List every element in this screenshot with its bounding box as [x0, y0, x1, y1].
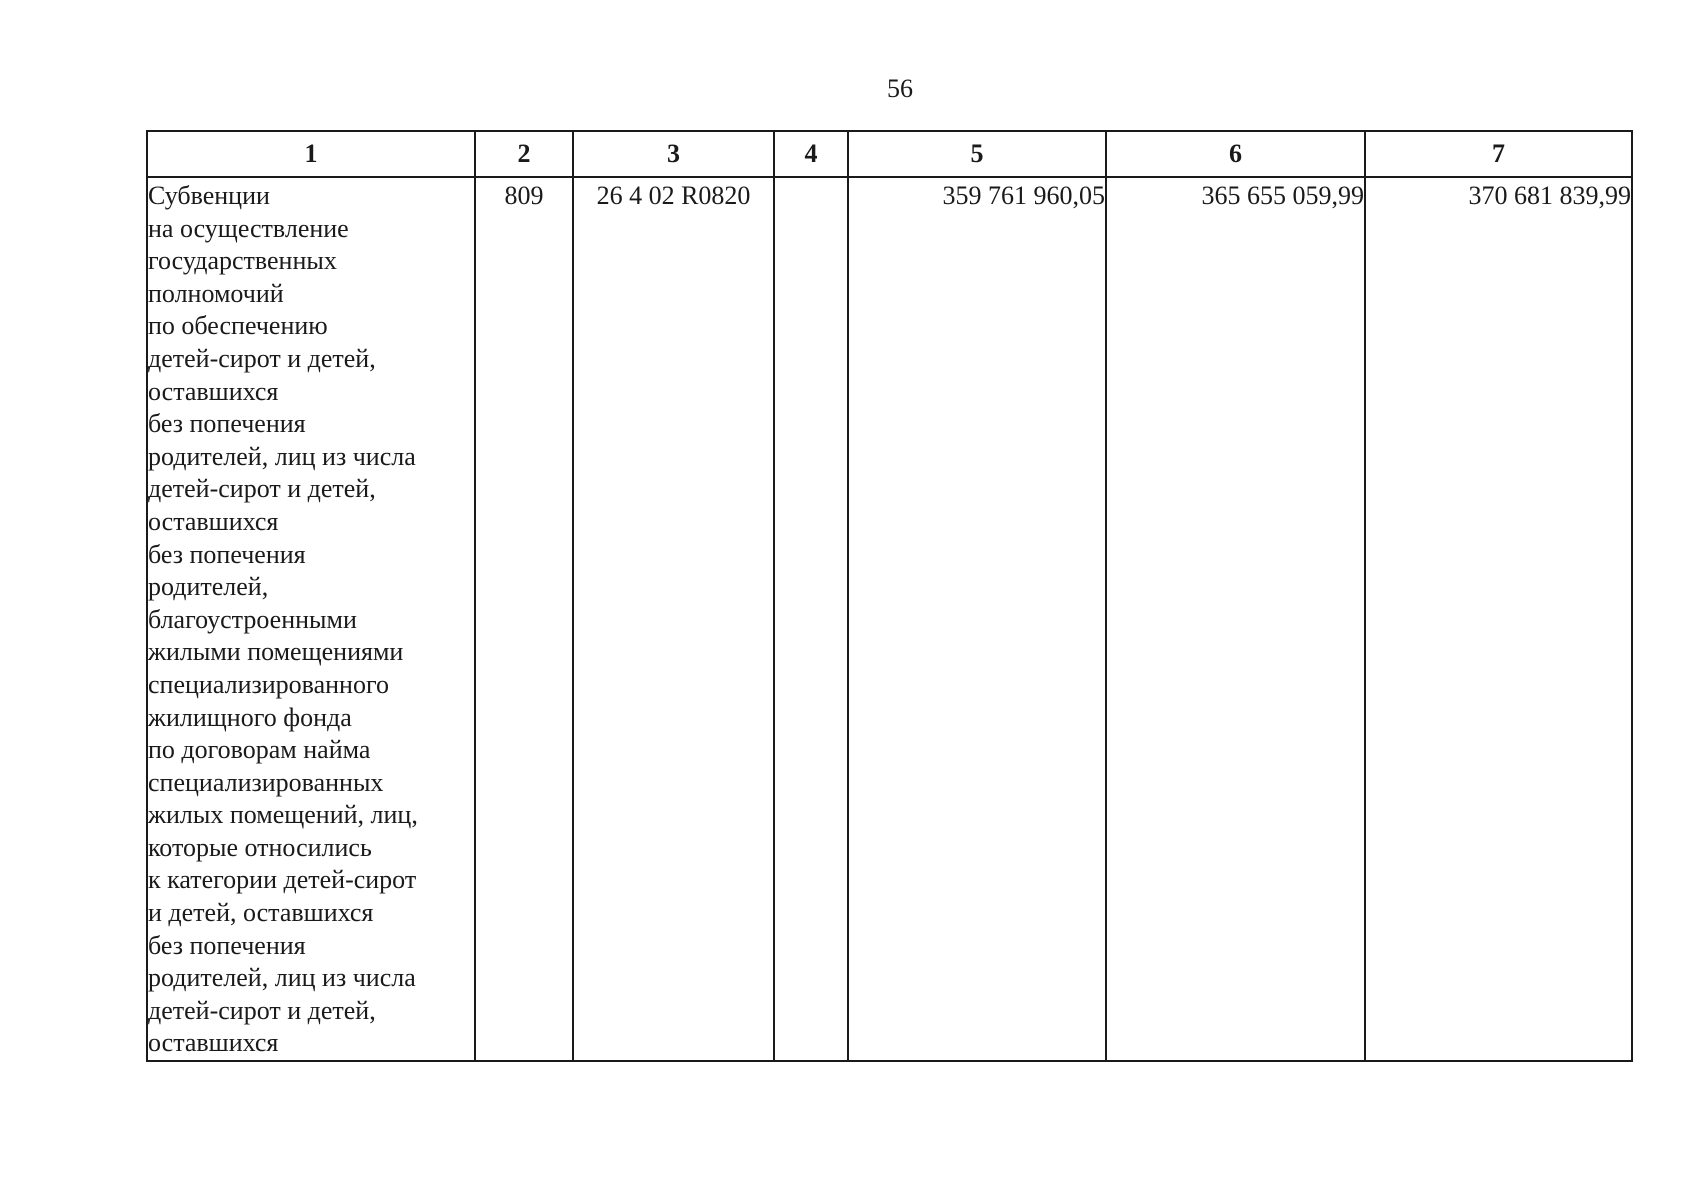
admin-code-cell: 809	[475, 177, 573, 1061]
row-name-cell	[147, 177, 475, 1061]
header-col-5: 5	[848, 131, 1106, 177]
name-line: детей-сирот и детей,	[148, 995, 376, 1025]
name-line: Субвенции	[148, 181, 270, 210]
name-line: и детей, оставшихся	[148, 898, 374, 928]
name-line: родителей, лиц из числа	[148, 441, 416, 471]
name-line: по обеспечению	[148, 311, 328, 341]
name-line: без попечения	[148, 539, 306, 569]
name-line: государственных	[148, 246, 337, 276]
budget-table	[146, 130, 1633, 1062]
name-line: специализированного	[148, 669, 389, 699]
name-line: оставшихся	[148, 376, 279, 406]
name-line: на осуществление	[148, 213, 349, 243]
header-col-4: 4	[774, 131, 848, 177]
name-line: родителей,	[148, 572, 269, 602]
name-line: к категории детей-сирот	[148, 865, 417, 895]
target-code-cell: 26 4 02 R0820	[573, 177, 774, 1061]
header-col-3: 3	[573, 131, 774, 177]
name-line: детей-сирот и детей,	[148, 474, 376, 504]
name-line: жилых помещений, лиц,	[148, 800, 418, 830]
amount-cell-2: 365 655 059,99	[1106, 177, 1365, 1061]
amount-cell-1: 359 761 960,05	[848, 177, 1106, 1061]
expense-type-cell	[774, 177, 848, 1061]
header-row	[147, 131, 1632, 177]
table-row	[147, 177, 1632, 1061]
header-col-7: 7	[1365, 131, 1632, 177]
name-line: родителей, лиц из числа	[148, 963, 416, 993]
header-col-6: 6	[1106, 131, 1365, 177]
name-line: специализированных	[148, 767, 384, 797]
name-line: без попечения	[148, 409, 306, 439]
name-line: детей-сирот и детей,	[148, 343, 376, 373]
name-line: без попечения	[148, 930, 306, 960]
name-line: оставшихся	[148, 506, 279, 536]
name-line: полномочий	[148, 278, 284, 308]
name-line: жилыми помещениями	[148, 637, 404, 667]
name-line: по договорам найма	[148, 735, 371, 765]
amount-cell-3: 370 681 839,99	[1365, 177, 1632, 1061]
name-line: которые относились	[148, 832, 372, 862]
header-col-1: 1	[147, 131, 475, 177]
name-line: оставшихся	[148, 1028, 279, 1058]
name-line: благоустроенными	[148, 604, 357, 634]
name-line: жилищного фонда	[148, 702, 352, 732]
page-number: 56	[887, 74, 913, 103]
header-col-2: 2	[475, 131, 573, 177]
